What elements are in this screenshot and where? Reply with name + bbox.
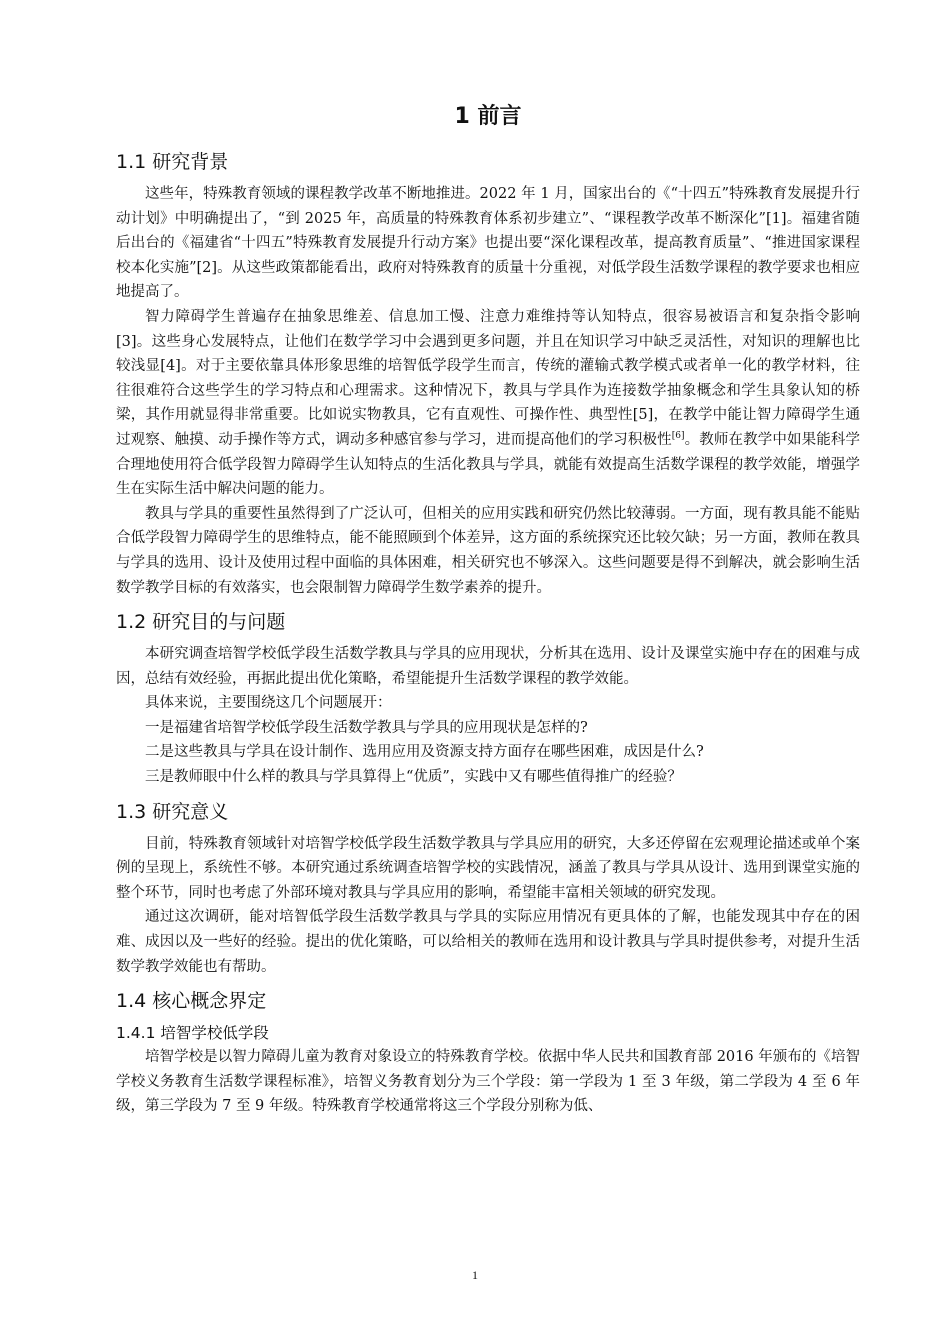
citation-superscript: [6] [671, 431, 685, 442]
section-heading-1-3: 1.3 研究意义 [116, 800, 229, 823]
page-number: 1 [472, 1268, 478, 1282]
research-question: 一是福建省培智学校低学段生活数学教具与学具的应用现状是怎样的? [145, 719, 588, 736]
paragraph-text: 智力障碍学生普遍存在抽象思维差、信息加工慢、注意力难维持等认知特点，很容易被语言和复杂指令影响[3]。这些身心发展特点，让他们在数学学习中会遇到更多问题，并且在知识学习中缺乏灵活性，对知识的理解也比较浅显[4]。对于主要依靠具体形象思维的培智低学段学生而言，传统的灌输式教学模式或者单一化的教学材料，往往很难符合这些学生的学习特点和心理需求。这种情况下，教具与学具作为连接数学抽象概念和学生具象认知的桥梁，其作用就显得非常重要。比如说实物教具，它有直观性、可操作性、典型性[5]，在教学中能让智力障碍学生通过观察、触摸、动手操作等方式，调动多种感官参与学习，进而提高他们的学习积极性 [116, 308, 860, 448]
research-question: 二是这些教具与学具在设计制作、选用应用及资源支持方面存在哪些困难，成因是什么? [145, 744, 704, 761]
paragraph: 本研究调查培智学校低学段生活数学教具与学具的应用现状，分析其在选用、设计及课堂实施中存在的困难与成因，总结有效经验，再据此提出优化策略，希望能提升生活数学课程的教学效能。 [116, 646, 860, 687]
section-heading-1-2: 1.2 研究目的与问题 [116, 611, 286, 634]
section-heading-1-4: 1.4 核心概念界定 [116, 990, 267, 1013]
section-heading-1-1: 1.1 研究背景 [116, 151, 229, 173]
page-content [116, 100, 860, 1119]
paragraph [116, 305, 860, 502]
paragraph: 培智学校是以智力障碍儿童为教育对象设立的特殊教育学校。依据中华人民共和国教育部 2016 年颁布的《培智学校义务教育生活数学课程标准》，培智义务教育划分为三个学段：第一学段为 1 至 3 年级，第二学段为 4 至 6 年级，第三学段为 7 至 9 年级。特殊教育学校通常将这三个学段分别称为低、 [116, 1049, 860, 1115]
paragraph: 这些年，特殊教育领域的课程教学改革不断地推进。2022 年 1 月，国家出台的《“十四五”特殊教育发展提升行动计划》中明确提出了，“到 2025 年，高质量的特殊教育体系初步建立”、“课程教学改革不断深化”[1]。福建省随后出台的《福建省“十四五”特殊教育发展提升行动方案》也提出要“深化课程改革，提高教育质量”、“推进国家课程校本化实施”[2]。从这些政策都能看出，政府对特殊教育的质量十分重视，对低学段生活数学课程的教学要求也相应地提高了。 [116, 186, 860, 301]
research-question: 三是教师眼中什么样的教具与学具算得上“优质”，实践中又有哪些值得推广的经验？ [145, 769, 682, 786]
paragraph: 目前，特殊教育领域针对培智学校低学段生活数学教具与学具应用的研究，大多还停留在宏观理论描述或单个案例的呈现上，系统性不够。本研究通过系统调查培智学校的实践情况，涵盖了教具与学具从设计、选用到课堂实施的整个环节，同时也考虑了外部环境对教具与学具应用的影响，希望能丰富相关领域的研究发现。 [116, 835, 860, 901]
paragraph: 具体来说，主要围绕这几个问题展开： [145, 695, 392, 712]
paragraph: 通过这次调研，能对培智低学段生活数学教具与学具的实际应用情况有更具体的了解，也能发现其中存在的困难、成因以及一些好的经验。提出的优化策略，可以给相关的教师在选用和设计教具与学具时提供参考，对提升生活数学教学效能也有帮助。 [116, 909, 860, 975]
subsection-heading-1-4-1: 1.4.1 培智学校低学段 [116, 1024, 269, 1043]
paragraph-text: 。教师在教学中如果能科学合理地使用符合低学段智力障碍学生认知特点的生活化教具与学具，就能有效提高生活数学课程的教学效能，增强学生在实际生活中解决问题的能力。 [116, 431, 860, 498]
paragraph: 教具与学具的重要性虽然得到了广泛认可，但相关的应用实践和研究仍然比较薄弱。一方面，现有教具能不能贴合低学段智力障碍学生的思维特点，能不能照顾到个体差异，这方面的系统探究还比较欠缺；另一方面，教师在教具与学具的选用、设计及使用过程中面临的具体困难，相关研究也不够深入。这些问题要是得不到解决，就会影响生活数学教学目标的有效落实，也会限制智力障碍学生数学素养的提升。 [116, 505, 860, 596]
chapter-title: 1 前言 [454, 104, 522, 129]
